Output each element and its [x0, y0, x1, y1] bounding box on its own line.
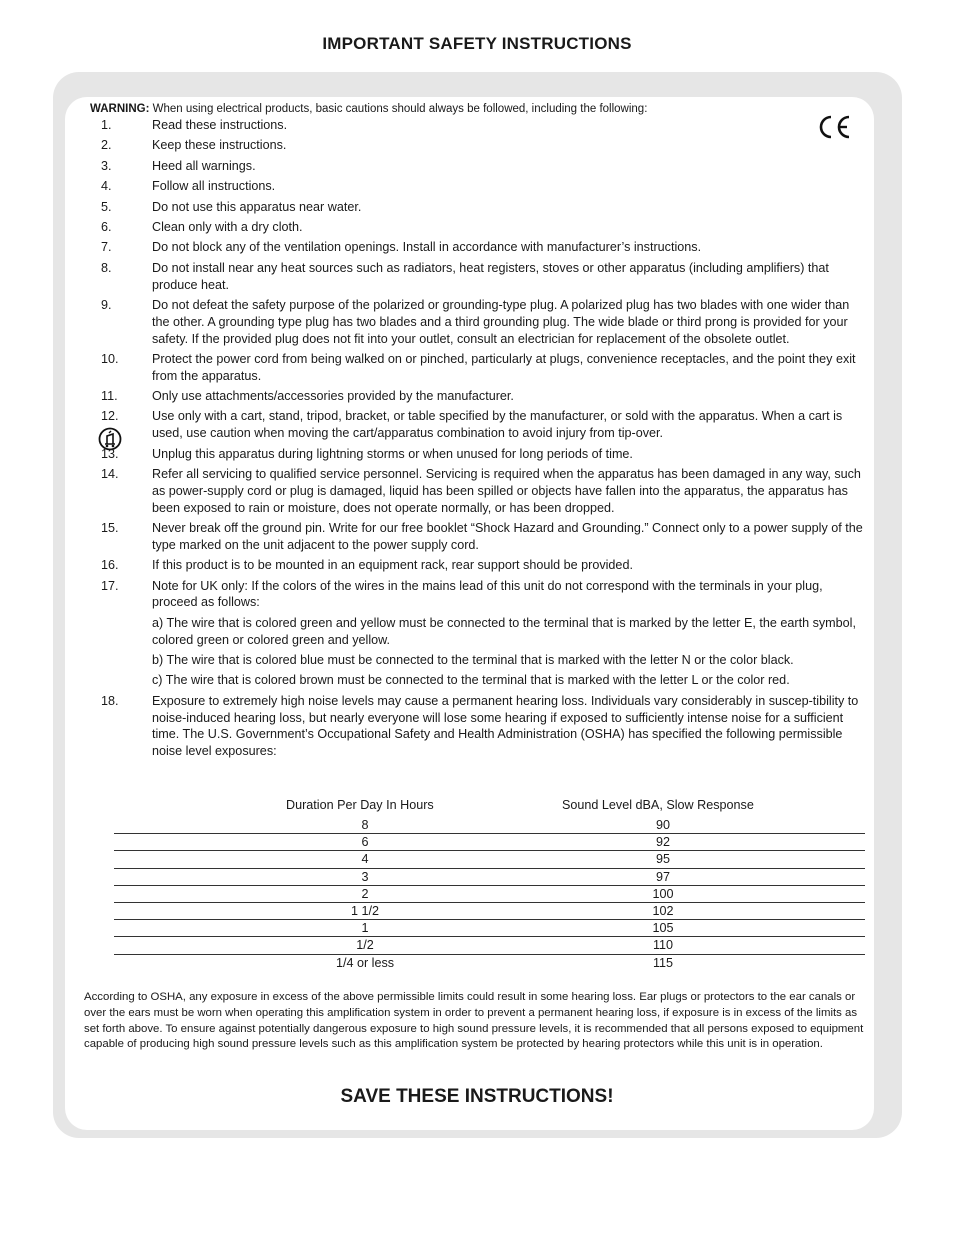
item-text: If this product is to be mounted in an equipment rack, rear support should be provided.: [152, 558, 633, 573]
table-row: [114, 869, 865, 886]
save-instructions-title: SAVE THESE INSTRUCTIONS!: [340, 1086, 614, 1107]
list-item: [90, 388, 865, 405]
item-text: Never break off the ground pin. Write for our free booklet “Shock Hazard and Grounding.” Connect only to a power supply of the type marked on the unit adjacent to the power supply cord.: [152, 521, 863, 552]
item-text: Use only with a cart, stand, tripod, bracket, or table specified by the manufacturer, or sold with the apparatus. When a cart is used, use caution when moving the cart/apparatus combination to avoid injury from tip-over.: [152, 409, 843, 441]
sound-level-cell: 97: [655, 869, 670, 884]
list-item: [90, 219, 865, 236]
item-number: 17.: [101, 578, 119, 593]
list-item: [90, 557, 865, 574]
item-text: Exposure to extremely high noise levels may cause a permanent hearing loss. Individuals vary considerably in suscep-tibility to noise-induced hearing loss, but nearly everyone will lose some hearing if exposed to sufficiently intense noise for a sufficient time. The U.S. Government’s Occupational Safety and Health Administration (OSHA) has specified the following permissible noise level exposures:: [152, 693, 859, 759]
item-text: Clean only with a dry cloth.: [152, 219, 303, 234]
warning-line: [90, 102, 647, 117]
table-row: [114, 937, 865, 954]
list-item: [90, 578, 865, 690]
list-item: [90, 239, 865, 256]
warning-label: WARNING:: [90, 103, 150, 115]
instruction-list: [90, 117, 865, 764]
duration-cell: 1 1/2: [350, 903, 379, 918]
sound-level-cell: 95: [655, 852, 670, 867]
item-number: 13.: [101, 446, 119, 461]
sound-level-cell: 115: [652, 955, 674, 970]
list-item: [90, 297, 865, 347]
item-text: Do not use this apparatus near water.: [152, 199, 362, 214]
list-item: [90, 520, 865, 554]
duration-cell: 1/2: [356, 938, 374, 953]
table-header: [114, 798, 865, 817]
item-text: Unplug this apparatus during lightning storms or when unused for long periods of time.: [152, 446, 633, 461]
item-number: 6.: [101, 219, 112, 234]
sound-level-cell: 90: [655, 818, 670, 832]
list-item: [90, 137, 865, 154]
item-number: 8.: [101, 260, 112, 275]
sound-level-cell: 92: [655, 835, 670, 850]
item-number: 10.: [101, 351, 119, 366]
warning-text: When using electrical products, basic cautions should always be followed, including the following:: [152, 103, 648, 115]
list-item: [90, 178, 865, 195]
page-title: IMPORTANT SAFETY INSTRUCTIONS: [322, 34, 632, 53]
item-number: 5.: [101, 199, 112, 214]
duration-cell: 1/4 or less: [335, 955, 395, 970]
table-row: [114, 834, 865, 851]
item-text: Read these instructions.: [152, 118, 288, 132]
table-row: [114, 903, 865, 920]
item-subtext: b) The wire that is colored blue must be connected to the terminal that is marked with the letter N or the color black.: [152, 653, 794, 667]
item-number: 18.: [101, 693, 119, 708]
list-item: [90, 693, 865, 760]
list-item: [90, 199, 865, 216]
item-text: Do not install near any heat sources such as radiators, heat registers, stoves or other apparatus (including amplifiers) that produce heat.: [152, 260, 829, 292]
item-number: 14.: [101, 467, 119, 482]
duration-cell: 1: [361, 921, 369, 936]
duration-cell: 4: [361, 852, 369, 867]
list-item: [90, 466, 865, 516]
item-text: Do not defeat the safety purpose of the polarized or grounding-type plug. A polarized plug has two blades with one wider than the other. A grounding type plug has two blades and a third grounding plug. The wide blade or third prong is provided for your safety. If the provided plug does not fit into your outlet, consult an electrician for replacement of the obsolete outlet.: [152, 297, 850, 346]
item-number: 1.: [101, 118, 112, 132]
item-number: 16.: [101, 558, 119, 573]
item-text: Note for UK only: If the colors of the wires in the mains lead of this unit do not correspond with the terminals in your plug, proceed as follows:: [152, 578, 823, 610]
list-item: [90, 117, 865, 134]
list-item: [90, 351, 865, 385]
item-text: Refer all servicing to qualified service personnel. Servicing is required when the apparatus has been damaged in any way, such as power-supply cord or plug is damaged, liquid has been spilled or objects have fallen into the apparatus, the apparatus has been exposed to rain or moisture, does not operate normally, or has been dropped.: [152, 467, 861, 515]
item-text: Keep these instructions.: [152, 138, 287, 153]
duration-cell: 8: [361, 818, 369, 832]
table-row: [114, 851, 865, 868]
table-row: [114, 920, 865, 937]
item-number: 3.: [101, 158, 112, 173]
duration-column-header: Duration Per Day In Hours: [286, 798, 434, 812]
noise-exposure-table: [114, 798, 865, 971]
item-number: 11.: [101, 389, 118, 404]
item-number: 4.: [101, 179, 112, 194]
duration-cell: 2: [361, 886, 369, 901]
table-row: [114, 817, 865, 834]
list-item: [90, 446, 865, 463]
item-number: 12.: [101, 409, 119, 424]
sound-level-cell: 102: [652, 903, 674, 918]
list-item: [90, 260, 865, 294]
item-number: 7.: [101, 240, 112, 255]
item-text: Follow all instructions.: [152, 179, 276, 194]
item-text: Heed all warnings.: [152, 158, 256, 173]
table-row: [114, 886, 865, 903]
item-text: Do not block any of the ventilation openings. Install in accordance with manufacturer’s instructions.: [152, 240, 702, 255]
sound-level-cell: 100: [652, 886, 674, 901]
sound-level-cell: 105: [652, 921, 674, 936]
item-text: Only use attachments/accessories provided by the manufacturer.: [152, 389, 514, 404]
duration-cell: 3: [361, 869, 369, 884]
list-item: [90, 408, 865, 442]
list-item: [90, 158, 865, 175]
item-number: 15.: [101, 521, 119, 536]
osha-paragraph: According to OSHA, any exposure in excess of the above permissible limits could result in some hearing loss. Ear plugs or protectors to the ear canals or over the ears must be worn when operating this amplification system in order to prevent a permanent hearing loss, if exposure is in excess of the limits as set forth above. To ensure against potentially dangerous exposure to high sound pressure levels, it is recommended that all persons exposed to equipment capable of producing high sound pressure levels such as this amplification system be protected by hearing protectors while this unit is in operation.: [84, 991, 864, 1051]
item-number: 2.: [101, 138, 112, 153]
item-text: Protect the power cord from being walked on or pinched, particularly at plugs, convenience receptacles, and the point they exit from the apparatus.: [152, 351, 856, 383]
sound-level-column-header: Sound Level dBA, Slow Response: [562, 798, 754, 812]
sound-level-cell: 110: [652, 938, 674, 953]
duration-cell: 6: [361, 835, 369, 850]
item-subtext: a) The wire that is colored green and yellow must be connected to the terminal that is marked by the letter E, the earth symbol, colored green or colored green and yellow.: [152, 615, 856, 647]
table-row: [114, 955, 865, 971]
item-subtext: c) The wire that is colored brown must be connected to the terminal that is marked with the letter L or the color red.: [152, 673, 790, 688]
item-number: 9.: [101, 297, 112, 312]
